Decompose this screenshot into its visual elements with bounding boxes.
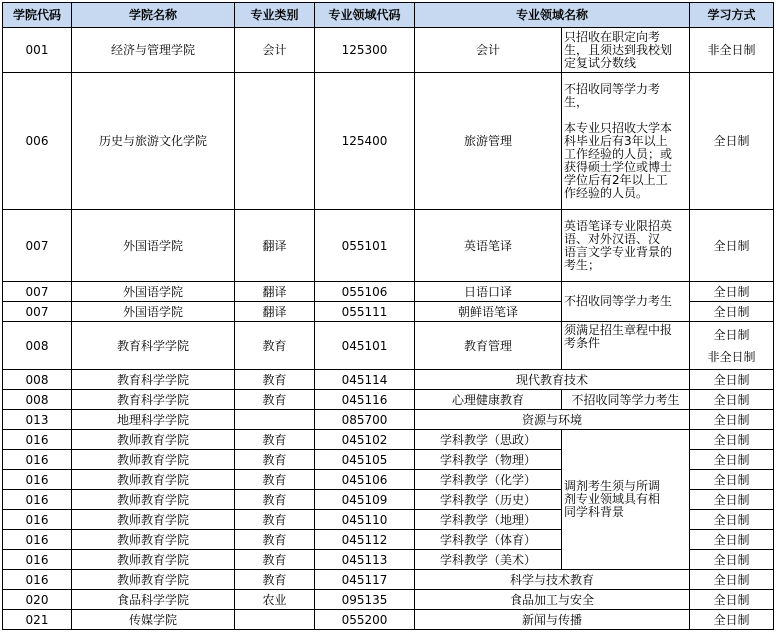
- college-name: 教师教育学院: [72, 470, 235, 490]
- field-name: 学科教学（地理）: [415, 510, 562, 530]
- field-name: 日语口译: [415, 282, 562, 302]
- college-code: 016: [3, 450, 72, 470]
- category: [235, 410, 315, 430]
- category: 翻译: [235, 210, 315, 282]
- college-code: 006: [3, 73, 72, 210]
- study-mode: 全日制 非全日制: [690, 322, 774, 370]
- field-name: 学科教学（体育）: [415, 530, 562, 550]
- college-code: 007: [3, 210, 72, 282]
- field-name: 英语笔译: [415, 210, 562, 282]
- study-mode: 全日制: [690, 510, 774, 530]
- category: 翻译: [235, 282, 315, 302]
- field-name: 朝鲜语笔译: [415, 302, 562, 322]
- college-code: 007: [3, 302, 72, 322]
- table-row: [3, 410, 774, 430]
- study-mode: 全日制: [690, 610, 774, 630]
- study-mode: 全日制: [690, 470, 774, 490]
- table-row: [3, 610, 774, 630]
- header-category: 专业类别: [235, 3, 315, 28]
- field-code: 045109: [315, 490, 415, 510]
- study-mode: 全日制: [690, 590, 774, 610]
- field-code: 045110: [315, 510, 415, 530]
- college-name: 教育科学学院: [72, 322, 235, 370]
- college-code: 007: [3, 282, 72, 302]
- category: 教育: [235, 430, 315, 450]
- college-name: 经济与管理学院: [72, 28, 235, 73]
- category: 翻译: [235, 302, 315, 322]
- table-row: [3, 73, 774, 210]
- field-name: 资源与环境: [415, 410, 690, 430]
- field-code: 055200: [315, 610, 415, 630]
- field-name: 科学与技术教育: [415, 570, 690, 590]
- college-name: 食品科学学院: [72, 590, 235, 610]
- college-name: 教师教育学院: [72, 530, 235, 550]
- table-row: [3, 322, 774, 370]
- category: 教育: [235, 390, 315, 410]
- table-row: [3, 210, 774, 282]
- study-mode: 全日制: [690, 530, 774, 550]
- college-code: 016: [3, 550, 72, 570]
- college-name: 教师教育学院: [72, 510, 235, 530]
- college-code: 008: [3, 322, 72, 370]
- table-row: [3, 370, 774, 390]
- note: 不招收同等学力考生: [562, 282, 690, 322]
- header-college-name: 学院名称: [72, 3, 235, 28]
- note: 不招收同等学力考 生， 本专业只招收大学本 科毕业后有3年以上 工作经验的人员；或 获得硕士学位或博士 学位后有2年以上工 作经验的人员。: [562, 73, 690, 210]
- college-name: 外国语学院: [72, 282, 235, 302]
- table-row: [3, 28, 774, 73]
- study-mode: 全日制: [690, 302, 774, 322]
- study-mode: 全日制: [690, 282, 774, 302]
- college-code: 008: [3, 370, 72, 390]
- field-name: 旅游管理: [415, 73, 562, 210]
- field-code: 095135: [315, 590, 415, 610]
- college-name: 教师教育学院: [72, 550, 235, 570]
- field-code: 125400: [315, 73, 415, 210]
- college-code: 016: [3, 510, 72, 530]
- note: 须满足招生章程中报 考条件: [562, 322, 690, 370]
- field-code: 045117: [315, 570, 415, 590]
- college-name: 教师教育学院: [72, 490, 235, 510]
- college-name: 教育科学学院: [72, 390, 235, 410]
- study-mode: 非全日制: [690, 28, 774, 73]
- field-code: 045114: [315, 370, 415, 390]
- header-row: [3, 3, 774, 28]
- note: 英语笔译专业限招英 语、对外汉语、汉 语言文学专业背景的 考生；: [562, 210, 690, 282]
- college-code: 008: [3, 390, 72, 410]
- table-row: [3, 430, 774, 450]
- college-code: 016: [3, 490, 72, 510]
- field-code: 045105: [315, 450, 415, 470]
- field-code: 085700: [315, 410, 415, 430]
- field-name: 新闻与传播: [415, 610, 690, 630]
- college-name: 教师教育学院: [72, 450, 235, 470]
- category: 教育: [235, 490, 315, 510]
- table-row: [3, 570, 774, 590]
- field-name: 现代教育技术: [415, 370, 690, 390]
- college-code: 016: [3, 470, 72, 490]
- college-code: 020: [3, 590, 72, 610]
- category: 农业: [235, 590, 315, 610]
- college-code: 021: [3, 610, 72, 630]
- note: 不招收同等学力考生: [562, 390, 690, 410]
- college-name: 历史与旅游文化学院: [72, 73, 235, 210]
- field-code: 045102: [315, 430, 415, 450]
- field-name: 学科教学（物理）: [415, 450, 562, 470]
- study-mode: 全日制: [690, 210, 774, 282]
- field-code: 055111: [315, 302, 415, 322]
- college-name: 外国语学院: [72, 210, 235, 282]
- study-mode: 全日制: [690, 490, 774, 510]
- note: 只招收在职定向考 生，且须达到我校划 定复试分数线: [562, 28, 690, 73]
- field-code: 045106: [315, 470, 415, 490]
- category: 会计: [235, 28, 315, 73]
- college-name: 外国语学院: [72, 302, 235, 322]
- field-name: 心理健康教育: [415, 390, 562, 410]
- college-name: 教师教育学院: [72, 570, 235, 590]
- field-code: 125300: [315, 28, 415, 73]
- study-mode: 全日制: [690, 390, 774, 410]
- field-name: 食品加工与安全: [415, 590, 690, 610]
- table-row: [3, 282, 774, 302]
- category: 教育: [235, 450, 315, 470]
- college-code: 013: [3, 410, 72, 430]
- field-code: 045116: [315, 390, 415, 410]
- study-mode: 全日制: [690, 450, 774, 470]
- category: [235, 73, 315, 210]
- college-name: 教育科学学院: [72, 370, 235, 390]
- field-code: 045112: [315, 530, 415, 550]
- category: 教育: [235, 470, 315, 490]
- field-code: 055106: [315, 282, 415, 302]
- program-table: [2, 2, 774, 630]
- header-study-mode: 学习方式: [690, 3, 774, 28]
- college-code: 016: [3, 430, 72, 450]
- category: 教育: [235, 570, 315, 590]
- field-code: 045101: [315, 322, 415, 370]
- category: [235, 610, 315, 630]
- header-field-name: 专业领域名称: [415, 3, 690, 28]
- college-code: 016: [3, 570, 72, 590]
- header-field-code: 专业领域代码: [315, 3, 415, 28]
- field-name: 教育管理: [415, 322, 562, 370]
- college-name: 地理科学学院: [72, 410, 235, 430]
- category: 教育: [235, 550, 315, 570]
- header-college-code: 学院代码: [3, 3, 72, 28]
- study-mode: 全日制: [690, 73, 774, 210]
- study-mode: 全日制: [690, 370, 774, 390]
- field-name: 学科教学（思政）: [415, 430, 562, 450]
- field-name: 学科教学（历史）: [415, 490, 562, 510]
- field-code: 045113: [315, 550, 415, 570]
- college-name: 传媒学院: [72, 610, 235, 630]
- study-mode: 全日制: [690, 570, 774, 590]
- field-code: 055101: [315, 210, 415, 282]
- category: 教育: [235, 530, 315, 550]
- field-name: 学科教学（美术）: [415, 550, 562, 570]
- college-code: 001: [3, 28, 72, 73]
- category: 教育: [235, 322, 315, 370]
- college-name: 教师教育学院: [72, 430, 235, 450]
- table-row: [3, 590, 774, 610]
- category: 教育: [235, 370, 315, 390]
- study-mode: 全日制: [690, 410, 774, 430]
- table-row: [3, 390, 774, 410]
- field-name: 会计: [415, 28, 562, 73]
- study-mode: 全日制: [690, 430, 774, 450]
- college-code: 016: [3, 530, 72, 550]
- study-mode: 全日制: [690, 550, 774, 570]
- category: 教育: [235, 510, 315, 530]
- field-name: 学科教学（化学）: [415, 470, 562, 490]
- note: 调剂考生须与所调 剂专业领域具有相 同学科背景: [562, 430, 690, 570]
